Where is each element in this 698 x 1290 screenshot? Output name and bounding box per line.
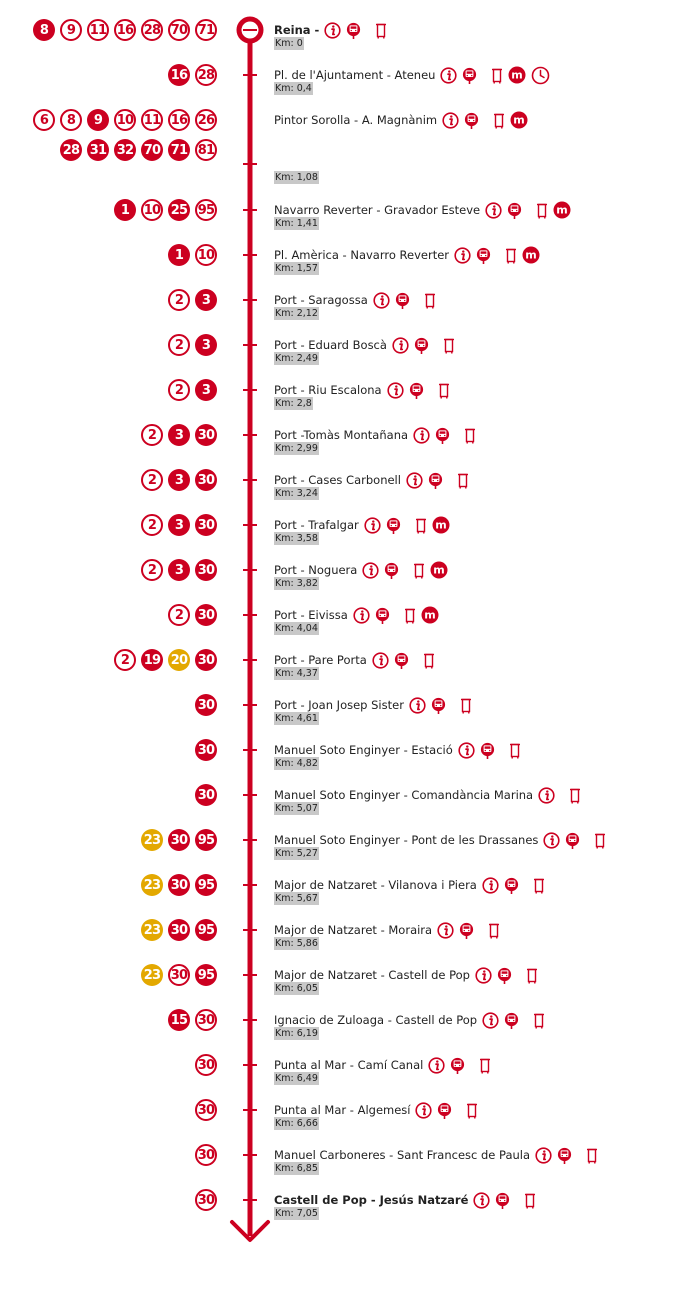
stop-name[interactable]: Manuel Carboneres - Sant Francesc de Paula bbox=[274, 1148, 531, 1162]
stop-tick bbox=[243, 299, 257, 301]
bus-stop-icon bbox=[435, 427, 450, 444]
stop-km: Km: 5,67 bbox=[275, 893, 318, 904]
stop-name[interactable]: Navarro Reverter - Gravador Esteve bbox=[274, 203, 481, 217]
stop-km: Km: 6,19 bbox=[275, 1028, 318, 1039]
stop-tick bbox=[243, 884, 257, 886]
stop-item bbox=[274, 379, 450, 409]
svg-text:m: m bbox=[424, 608, 436, 622]
line-badges bbox=[0, 514, 232, 536]
line-badge-30[interactable]: 30 bbox=[195, 1189, 217, 1211]
stop-name[interactable]: Manuel Soto Enginyer - Estació bbox=[274, 743, 453, 757]
stop-name[interactable]: Pl. de l'Ajuntament - Ateneu bbox=[274, 68, 436, 82]
line-badge-28[interactable]: 28 bbox=[141, 19, 163, 41]
line-badge-23[interactable]: 23 bbox=[141, 874, 163, 896]
info-icon[interactable] bbox=[392, 337, 409, 354]
stop-km: Km: 6,05 bbox=[275, 983, 318, 994]
line-badge-3[interactable]: 3 bbox=[168, 469, 190, 491]
line-badge-71[interactable]: 71 bbox=[168, 139, 190, 161]
stop-name[interactable]: Port - Pare Porta bbox=[274, 653, 367, 667]
bus-stop-icon bbox=[414, 337, 429, 354]
bench-icon bbox=[404, 607, 416, 624]
stop-item bbox=[274, 19, 387, 49]
line-badge-30[interactable]: 30 bbox=[195, 559, 217, 581]
line-badge-71[interactable]: 71 bbox=[195, 19, 217, 41]
stop-km: Km: 4,82 bbox=[275, 758, 318, 769]
line-badges bbox=[0, 739, 232, 761]
bench-icon bbox=[466, 1102, 478, 1119]
line-badge-30[interactable]: 30 bbox=[195, 694, 217, 716]
line-badge-2[interactable]: 2 bbox=[141, 559, 163, 581]
stop-km: Km: 6,85 bbox=[275, 1163, 318, 1174]
bus-stop-icon bbox=[384, 562, 399, 579]
line-badge-95[interactable]: 95 bbox=[195, 919, 217, 941]
stop-name[interactable]: Manuel Soto Enginyer - Comandància Marina bbox=[274, 788, 534, 802]
stop-item bbox=[274, 649, 435, 679]
line-badge-2[interactable]: 2 bbox=[141, 424, 163, 446]
stop-name[interactable]: Major de Natzaret - Vilanova i Piera bbox=[274, 878, 477, 892]
stop-tick bbox=[243, 209, 257, 211]
bus-stop-icon bbox=[462, 67, 477, 84]
stop-name[interactable]: Port - Trafalgar bbox=[274, 518, 359, 532]
bus-stop-icon bbox=[480, 742, 495, 759]
stop-name[interactable]: Major de Natzaret - Castell de Pop bbox=[274, 968, 470, 982]
bench-icon bbox=[423, 652, 435, 669]
stop-km: Km: 3,82 bbox=[275, 578, 318, 589]
line-badges bbox=[0, 784, 232, 806]
stop-item bbox=[274, 1144, 598, 1174]
info-icon[interactable] bbox=[372, 652, 389, 669]
info-icon[interactable] bbox=[482, 1012, 499, 1029]
line-badges bbox=[0, 424, 232, 446]
stop-km: Km: 2,12 bbox=[275, 308, 318, 319]
line-badge-30[interactable]: 30 bbox=[195, 424, 217, 446]
stop-tick bbox=[243, 569, 257, 571]
stop-tick bbox=[243, 929, 257, 931]
metro-icon bbox=[553, 201, 571, 219]
info-icon[interactable] bbox=[415, 1102, 432, 1119]
svg-text:m: m bbox=[511, 68, 524, 82]
info-icon[interactable] bbox=[543, 832, 560, 849]
stop-item bbox=[274, 64, 550, 94]
line-badge-30[interactable]: 30 bbox=[195, 469, 217, 491]
stop-km: Km: 2,8 bbox=[275, 398, 312, 409]
stop-tick bbox=[243, 749, 257, 751]
line-badges bbox=[0, 604, 232, 626]
line-badge-10[interactable]: 10 bbox=[141, 199, 163, 221]
bus-stop-icon bbox=[495, 1192, 510, 1209]
stop-tick bbox=[243, 1019, 257, 1021]
stop-item bbox=[274, 604, 439, 634]
bench-icon bbox=[413, 562, 425, 579]
stop-tick bbox=[243, 163, 257, 165]
bus-stop-icon bbox=[431, 697, 446, 714]
line-badges bbox=[0, 334, 232, 356]
line-badge-70[interactable]: 70 bbox=[168, 19, 190, 41]
line-badges bbox=[0, 694, 232, 716]
stop-item bbox=[274, 109, 528, 183]
bus-stop-icon bbox=[497, 967, 512, 984]
info-icon[interactable] bbox=[458, 742, 475, 759]
stop-item bbox=[274, 289, 436, 319]
stop-name[interactable]: Punta al Mar - Camí Canal bbox=[274, 1058, 424, 1072]
bus-stop-icon bbox=[395, 292, 410, 309]
line-badge-30[interactable]: 30 bbox=[195, 649, 217, 671]
bus-stop-icon bbox=[437, 1102, 452, 1119]
bench-icon bbox=[524, 1192, 536, 1209]
line-badges bbox=[0, 829, 232, 851]
info-icon[interactable] bbox=[482, 877, 499, 894]
stop-tick bbox=[243, 659, 257, 661]
line-badge-2[interactable]: 2 bbox=[114, 649, 136, 671]
stop-name[interactable]: Reina - bbox=[274, 23, 320, 37]
metro-icon bbox=[508, 66, 526, 84]
metro-icon bbox=[430, 561, 448, 579]
line-badge-8[interactable]: 8 bbox=[60, 109, 82, 131]
bench-icon bbox=[415, 517, 427, 534]
line-badge-3[interactable]: 3 bbox=[168, 559, 190, 581]
stop-tick bbox=[243, 434, 257, 436]
line-badge-95[interactable]: 95 bbox=[195, 964, 217, 986]
stop-item bbox=[274, 1189, 536, 1219]
line-badge-3[interactable]: 3 bbox=[195, 379, 217, 401]
info-icon[interactable] bbox=[353, 607, 370, 624]
bench-icon bbox=[438, 382, 450, 399]
info-icon[interactable] bbox=[475, 967, 492, 984]
line-badges bbox=[0, 469, 232, 491]
stop-km: Km: 2,49 bbox=[275, 353, 318, 364]
info-icon[interactable] bbox=[324, 22, 341, 39]
stop-tick bbox=[243, 29, 257, 31]
info-icon[interactable] bbox=[535, 1147, 552, 1164]
bench-icon bbox=[424, 292, 436, 309]
stop-km: Km: 3,58 bbox=[275, 533, 318, 544]
line-badge-15[interactable]: 15 bbox=[168, 1009, 190, 1031]
bus-stop-icon bbox=[565, 832, 580, 849]
line-badge-23[interactable]: 23 bbox=[141, 919, 163, 941]
stop-km: Km: 4,37 bbox=[275, 668, 318, 679]
stop-item bbox=[274, 784, 581, 814]
line-badge-1[interactable]: 1 bbox=[114, 199, 136, 221]
stop-item bbox=[274, 199, 571, 229]
stop-item bbox=[274, 244, 540, 274]
info-icon[interactable] bbox=[485, 202, 502, 219]
stop-name[interactable]: Port - Noguera bbox=[274, 563, 358, 577]
bench-icon bbox=[509, 742, 521, 759]
stop-tick bbox=[243, 1109, 257, 1111]
line-badge-81[interactable]: 81 bbox=[195, 139, 217, 161]
stop-km: Km: 0,4 bbox=[275, 83, 312, 94]
line-badge-30[interactable]: 30 bbox=[168, 964, 190, 986]
line-badge-30[interactable]: 30 bbox=[195, 1144, 217, 1166]
stop-name[interactable]: Port - Cases Carbonell bbox=[274, 473, 401, 487]
line-badge-20[interactable]: 20 bbox=[168, 649, 190, 671]
stop-km: Km: 4,61 bbox=[275, 713, 318, 724]
bus-stop-icon bbox=[346, 22, 361, 39]
stop-name[interactable]: Ignacio de Zuloaga - Castell de Pop bbox=[274, 1013, 478, 1027]
stop-tick bbox=[243, 524, 257, 526]
line-badges bbox=[0, 379, 232, 401]
bench-icon bbox=[533, 877, 545, 894]
bus-stop-icon bbox=[450, 1057, 465, 1074]
info-icon[interactable] bbox=[406, 472, 423, 489]
bus-stop-icon bbox=[557, 1147, 572, 1164]
bus-stop-icon bbox=[375, 607, 390, 624]
bench-icon bbox=[569, 787, 581, 804]
metro-icon bbox=[432, 516, 450, 534]
bench-icon bbox=[493, 112, 505, 129]
line-badge-11[interactable]: 11 bbox=[87, 19, 109, 41]
stop-name[interactable]: Manuel Soto Enginyer - Pont de les Drassanes bbox=[274, 833, 539, 847]
line-badges bbox=[0, 1189, 232, 1211]
line-badges bbox=[0, 919, 232, 941]
line-badge-26[interactable]: 26 bbox=[195, 109, 217, 131]
line-badges bbox=[0, 1144, 232, 1166]
line-badges bbox=[0, 139, 232, 161]
bench-icon bbox=[594, 832, 606, 849]
line-badge-9[interactable]: 9 bbox=[87, 109, 109, 131]
bus-stop-icon bbox=[504, 877, 519, 894]
info-icon[interactable] bbox=[454, 247, 471, 264]
stop-km: Km: 5,07 bbox=[275, 803, 318, 814]
stop-item bbox=[274, 514, 450, 544]
stop-km: Km: 6,49 bbox=[275, 1073, 318, 1084]
bench-icon bbox=[443, 337, 455, 354]
info-icon[interactable] bbox=[473, 1192, 490, 1209]
stop-tick bbox=[243, 344, 257, 346]
line-badge-30[interactable]: 30 bbox=[168, 874, 190, 896]
line-badges bbox=[0, 199, 232, 221]
bus-stop-icon bbox=[504, 1012, 519, 1029]
stop-name[interactable]: Punta al Mar - Algemesí bbox=[274, 1103, 411, 1117]
line-badge-3[interactable]: 3 bbox=[195, 289, 217, 311]
stop-item bbox=[274, 1054, 491, 1084]
line-badge-2[interactable]: 2 bbox=[141, 469, 163, 491]
stop-item bbox=[274, 1009, 545, 1039]
info-icon[interactable] bbox=[440, 67, 457, 84]
line-badge-30[interactable]: 30 bbox=[195, 739, 217, 761]
stop-item bbox=[274, 739, 521, 769]
line-badge-23[interactable]: 23 bbox=[141, 829, 163, 851]
bench-icon bbox=[464, 427, 476, 444]
bus-stop-icon bbox=[409, 382, 424, 399]
line-badge-16[interactable]: 16 bbox=[168, 109, 190, 131]
info-icon[interactable] bbox=[437, 922, 454, 939]
line-badge-30[interactable]: 30 bbox=[168, 919, 190, 941]
stop-tick bbox=[243, 479, 257, 481]
bus-stop-icon bbox=[394, 652, 409, 669]
stop-km: Km: 4,04 bbox=[275, 623, 318, 634]
stop-km: Km: 2,99 bbox=[275, 443, 318, 454]
stop-name[interactable]: Major de Natzaret - Moraira bbox=[274, 923, 433, 937]
line-badge-25[interactable]: 25 bbox=[168, 199, 190, 221]
stop-km: Km: 5,86 bbox=[275, 938, 318, 949]
line-badge-30[interactable]: 30 bbox=[195, 1054, 217, 1076]
line-badge-19[interactable]: 19 bbox=[141, 649, 163, 671]
line-badges bbox=[0, 289, 232, 311]
line-badge-3[interactable]: 3 bbox=[168, 424, 190, 446]
stop-km: Km: 1,41 bbox=[275, 218, 318, 229]
stop-km: Km: 7,05 bbox=[275, 1208, 318, 1219]
metro-icon bbox=[522, 246, 540, 264]
stop-km: Km: 5,27 bbox=[275, 848, 318, 859]
bus-stop-icon bbox=[464, 112, 479, 129]
svg-text:m: m bbox=[435, 518, 447, 532]
line-badges bbox=[0, 244, 232, 266]
stop-name[interactable]: Port - Riu Escalona bbox=[274, 383, 382, 397]
stop-name[interactable]: Port - Saragossa bbox=[274, 293, 368, 307]
bench-icon bbox=[536, 202, 548, 219]
line-badges bbox=[0, 1054, 232, 1076]
stop-name[interactable]: Port -Tomàs Montañana bbox=[274, 428, 409, 442]
info-icon[interactable] bbox=[442, 112, 459, 129]
line-badges bbox=[0, 64, 232, 86]
stop-km: Km: 0 bbox=[275, 38, 303, 49]
line-badge-2[interactable]: 2 bbox=[168, 289, 190, 311]
info-icon[interactable] bbox=[409, 697, 426, 714]
bus-stop-icon bbox=[428, 472, 443, 489]
stop-tick bbox=[243, 1064, 257, 1066]
stop-item bbox=[274, 559, 448, 589]
line-badges bbox=[0, 19, 232, 41]
line-badge-9[interactable]: 9 bbox=[60, 19, 82, 41]
stop-tick bbox=[243, 614, 257, 616]
info-icon[interactable] bbox=[387, 382, 404, 399]
info-icon[interactable] bbox=[428, 1057, 445, 1074]
info-icon[interactable] bbox=[373, 292, 390, 309]
line-badge-31[interactable]: 31 bbox=[87, 139, 109, 161]
line-badge-28[interactable]: 28 bbox=[195, 64, 217, 86]
bench-icon bbox=[526, 967, 538, 984]
stop-item bbox=[274, 874, 545, 904]
line-badge-10[interactable]: 10 bbox=[114, 109, 136, 131]
stop-name[interactable]: Castell de Pop - Jesús Natzaré bbox=[274, 1193, 469, 1207]
stop-item bbox=[274, 919, 500, 949]
stop-tick bbox=[243, 974, 257, 976]
bus-stop-icon bbox=[507, 202, 522, 219]
metro-icon bbox=[510, 111, 528, 129]
stop-name[interactable]: Port - Eivissa bbox=[274, 608, 348, 622]
bench-icon bbox=[460, 697, 472, 714]
line-badge-8[interactable]: 8 bbox=[33, 19, 55, 41]
line-badge-3[interactable]: 3 bbox=[168, 514, 190, 536]
stop-name[interactable]: Port - Joan Josep Sister bbox=[274, 698, 404, 712]
line-badges bbox=[0, 649, 232, 671]
stop-item bbox=[274, 334, 455, 364]
stop-name[interactable]: Pl. Amèrica - Navarro Reverter bbox=[274, 248, 450, 262]
line-badge-23[interactable]: 23 bbox=[141, 964, 163, 986]
line-badges bbox=[0, 964, 232, 986]
svg-text:m: m bbox=[513, 113, 525, 127]
line-badge-2[interactable]: 2 bbox=[168, 604, 190, 626]
bench-icon bbox=[488, 922, 500, 939]
metro-icon bbox=[421, 606, 439, 624]
line-badge-30[interactable]: 30 bbox=[168, 829, 190, 851]
line-badge-3[interactable]: 3 bbox=[195, 334, 217, 356]
bench-icon bbox=[491, 67, 503, 84]
line-badge-2[interactable]: 2 bbox=[168, 334, 190, 356]
stop-tick bbox=[243, 1154, 257, 1156]
stop-name[interactable]: Pintor Sorolla - A. Magnànim bbox=[274, 113, 438, 127]
bus-stop-icon bbox=[476, 247, 491, 264]
line-badge-70[interactable]: 70 bbox=[141, 139, 163, 161]
clock-icon bbox=[531, 66, 550, 85]
stop-item bbox=[274, 694, 472, 724]
bench-icon bbox=[457, 472, 469, 489]
line-badge-95[interactable]: 95 bbox=[195, 829, 217, 851]
line-badge-2[interactable]: 2 bbox=[141, 514, 163, 536]
line-badge-11[interactable]: 11 bbox=[141, 109, 163, 131]
line-badge-95[interactable]: 95 bbox=[195, 199, 217, 221]
info-icon[interactable] bbox=[538, 787, 555, 804]
info-icon[interactable] bbox=[364, 517, 381, 534]
line-badge-30[interactable]: 30 bbox=[195, 604, 217, 626]
stop-tick bbox=[243, 74, 257, 76]
stop-km: Km: 6,66 bbox=[275, 1118, 318, 1129]
line-badge-16[interactable]: 16 bbox=[114, 19, 136, 41]
line-badge-95[interactable]: 95 bbox=[195, 874, 217, 896]
stop-item bbox=[274, 964, 538, 994]
line-badge-30[interactable]: 30 bbox=[195, 784, 217, 806]
line-badges bbox=[0, 874, 232, 896]
bench-icon bbox=[533, 1012, 545, 1029]
info-icon[interactable] bbox=[362, 562, 379, 579]
bus-stop-icon bbox=[459, 922, 474, 939]
line-badge-30[interactable]: 30 bbox=[195, 1009, 217, 1031]
svg-text:m: m bbox=[556, 203, 568, 217]
line-badge-10[interactable]: 10 bbox=[195, 244, 217, 266]
line-badge-2[interactable]: 2 bbox=[168, 379, 190, 401]
stop-km: Km: 1,57 bbox=[275, 263, 318, 274]
bench-icon bbox=[586, 1147, 598, 1164]
stop-tick bbox=[243, 389, 257, 391]
line-badge-6[interactable]: 6 bbox=[33, 109, 55, 131]
info-icon[interactable] bbox=[413, 427, 430, 444]
stop-name[interactable]: Port - Eduard Boscà bbox=[274, 338, 387, 352]
line-badges bbox=[0, 1009, 232, 1031]
line-badge-30[interactable]: 30 bbox=[195, 1099, 217, 1121]
stop-item bbox=[274, 424, 476, 454]
stop-item bbox=[274, 829, 606, 859]
stop-item bbox=[274, 469, 469, 499]
line-badges bbox=[0, 559, 232, 581]
stop-tick bbox=[243, 839, 257, 841]
stop-km: Km: 3,24 bbox=[275, 488, 318, 499]
stop-tick bbox=[243, 794, 257, 796]
line-badge-30[interactable]: 30 bbox=[195, 514, 217, 536]
line-badge-28[interactable]: 28 bbox=[60, 139, 82, 161]
line-badge-32[interactable]: 32 bbox=[114, 139, 136, 161]
stop-item bbox=[274, 1099, 478, 1129]
line-badge-16[interactable]: 16 bbox=[168, 64, 190, 86]
stop-tick bbox=[243, 1199, 257, 1201]
bench-icon bbox=[505, 247, 517, 264]
stop-km: Km: 1,08 bbox=[275, 172, 318, 183]
bench-icon bbox=[375, 22, 387, 39]
bus-stop-icon bbox=[386, 517, 401, 534]
line-badges bbox=[0, 1099, 232, 1121]
stop-tick bbox=[243, 254, 257, 256]
line-badge-1[interactable]: 1 bbox=[168, 244, 190, 266]
svg-text:m: m bbox=[525, 248, 537, 262]
line-badges bbox=[0, 109, 232, 131]
bench-icon bbox=[479, 1057, 491, 1074]
svg-text:m: m bbox=[433, 563, 446, 577]
stop-tick bbox=[243, 704, 257, 706]
